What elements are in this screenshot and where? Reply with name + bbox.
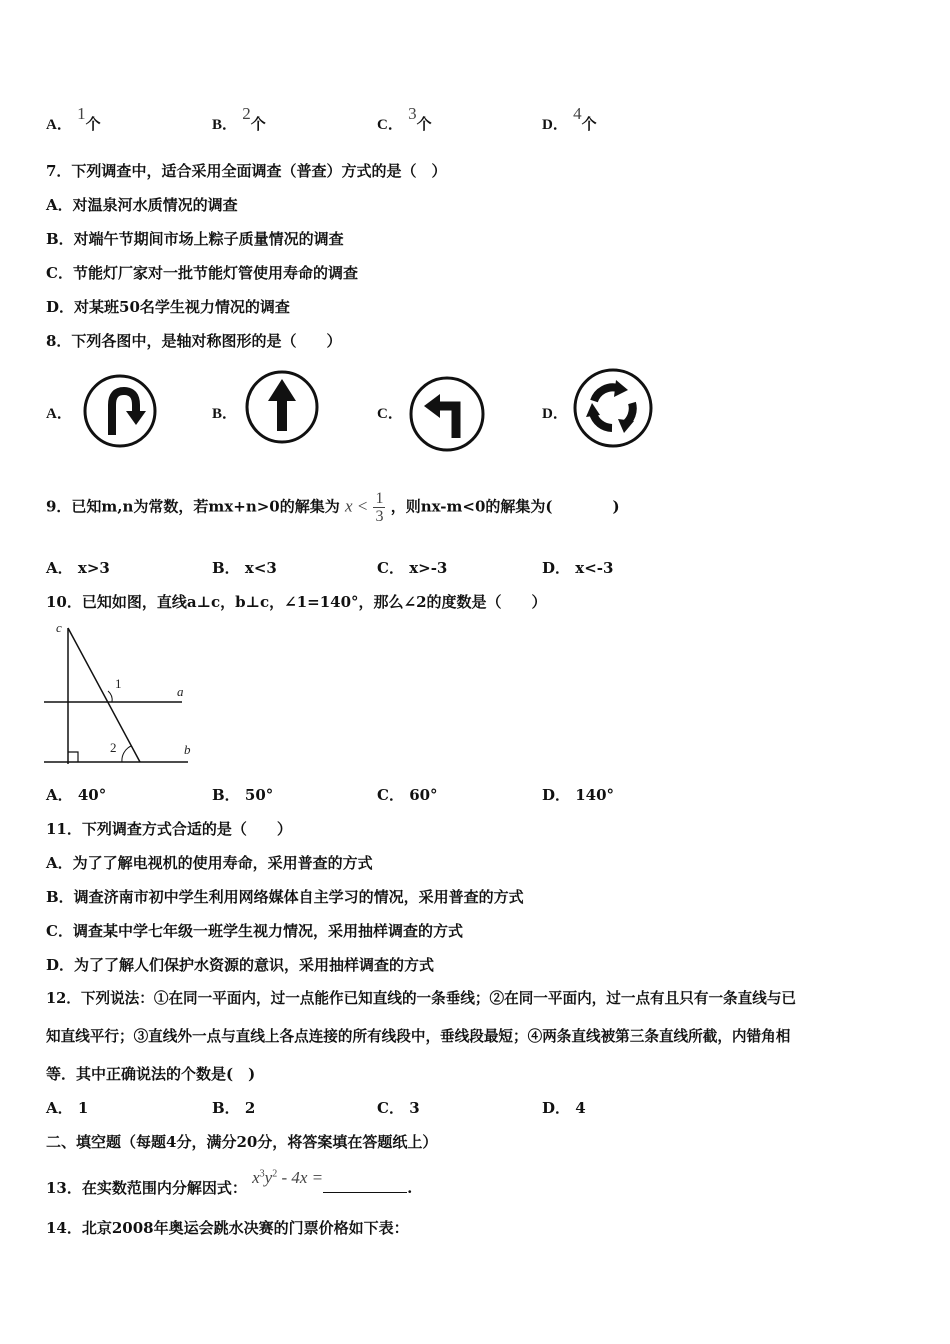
label-angle1: 1	[115, 676, 122, 691]
q10-option-a[interactable]: A． 40°	[46, 786, 107, 804]
q9-option-d[interactable]: D． x<-3	[542, 559, 614, 577]
q7-stem: 7．下列调查中，适合采用全面调查（普查）方式的是（ ）	[46, 162, 447, 180]
label-c: c	[56, 620, 62, 635]
section2-heading: 二、填空题（每题4分，满分20分，将答案填在答题纸上）	[46, 1133, 438, 1151]
label-b: b	[184, 742, 191, 757]
q9-option-b[interactable]: B． x<3	[212, 559, 277, 577]
q10-option-d[interactable]: D． 140°	[542, 786, 615, 804]
q6-option-c[interactable]: C． 3个	[377, 104, 432, 133]
q6-option-a[interactable]: A． 1个	[46, 104, 101, 133]
q8-option-a-label[interactable]: A．	[46, 406, 72, 422]
q13-answer-blank[interactable]	[323, 1178, 407, 1193]
q7-option-b[interactable]: B．对端午节期间市场上粽子质量情况的调查	[46, 230, 344, 248]
q9-fraction: $\frac{1}{3}$	[375, 490, 384, 525]
q8-stem: 8．下列各图中，是轴对称图形的是（ ）	[46, 332, 342, 350]
right-angle-mark	[68, 752, 78, 762]
q12-option-c[interactable]: C． 3	[377, 1099, 420, 1117]
q7-option-d[interactable]: D．对某班50名学生视力情况的调查	[46, 298, 290, 316]
q12-option-b[interactable]: B． 2	[212, 1099, 256, 1117]
roundabout-sign-icon[interactable]	[572, 367, 654, 449]
q9-option-c[interactable]: C． x>-3	[377, 559, 448, 577]
q11-stem: 11．下列调查方式合适的是（ ）	[46, 820, 292, 838]
q11-option-b[interactable]: B．调查济南市初中学生利用网络媒体自主学习的情况，采用普查的方式	[46, 888, 524, 906]
q8-option-c-label[interactable]: C．	[377, 406, 403, 422]
q10-option-c[interactable]: C． 60°	[377, 786, 438, 804]
q8-option-d-label[interactable]: D．	[542, 406, 568, 422]
q10-option-b[interactable]: B． 50°	[212, 786, 274, 804]
label-a: a	[177, 684, 184, 699]
arrow-up-sign-icon[interactable]	[244, 367, 320, 447]
q9-stem: 9．已知m,n为常数，若mx+n>0的解集为 x < $\frac{1}{3}$ ，则nx-m<0的解集为( )	[46, 490, 620, 525]
q10-stem: 10．已知如图，直线a⊥c，b⊥c，∠1=140°，那么∠2的度数是（ ）	[46, 593, 547, 611]
q9-option-a[interactable]: A． x>3	[46, 559, 110, 577]
q12-option-a[interactable]: A． 1	[46, 1099, 89, 1117]
q7-option-a[interactable]: A．对温泉河水质情况的调查	[46, 196, 238, 214]
q13-expression: $x^3y^2 - 4x$ =	[252, 1167, 324, 1187]
q14-stem: 14．北京2008年奥运会跳水决赛的门票价格如下表：	[46, 1219, 409, 1237]
turn-left-sign-icon[interactable]	[408, 374, 486, 454]
q12-line2: 知直线平行；③直线外一点与直线上各点连接的所有线段中，垂线段最短；④两条直线被第三条直线所截，内错角相	[46, 1028, 791, 1045]
q7-option-c[interactable]: C．节能灯厂家对一批节能灯管使用寿命的调查	[46, 264, 358, 282]
q10-figure	[40, 620, 200, 770]
q11-option-d[interactable]: D．为了了解人们保护水资源的意识，采用抽样调查的方式	[46, 956, 435, 974]
angle1-arc	[108, 691, 112, 702]
q11-option-c[interactable]: C．调查某中学七年级一班学生视力情况，采用抽样调查的方式	[46, 922, 463, 940]
u-turn-right-sign-icon[interactable]	[82, 371, 158, 451]
q12-line3: 等．其中正确说法的个数是( )	[46, 1065, 256, 1083]
q12-option-d[interactable]: D． 4	[542, 1099, 586, 1117]
q6-option-d[interactable]: D． 4个	[542, 104, 597, 133]
q9-inequality-var: x <	[344, 496, 369, 516]
transversal-line	[68, 628, 140, 762]
q6-option-b[interactable]: B． 2个	[212, 104, 266, 133]
angle2-arc	[122, 746, 131, 762]
q8-option-b-label[interactable]: B．	[212, 406, 238, 422]
label-angle2: 2	[110, 740, 117, 755]
q13-stem: 13．在实数范围内分解因式： $x^3y^2 - 4x$ =.	[46, 1167, 413, 1197]
q12-line1: 12．下列说法：①在同一平面内，过一点能作已知直线的一条垂线；②在同一平面内，过一点有且只有一条直线与已	[46, 990, 797, 1007]
q11-option-a[interactable]: A．为了了解电视机的使用寿命，采用普查的方式	[46, 854, 373, 872]
